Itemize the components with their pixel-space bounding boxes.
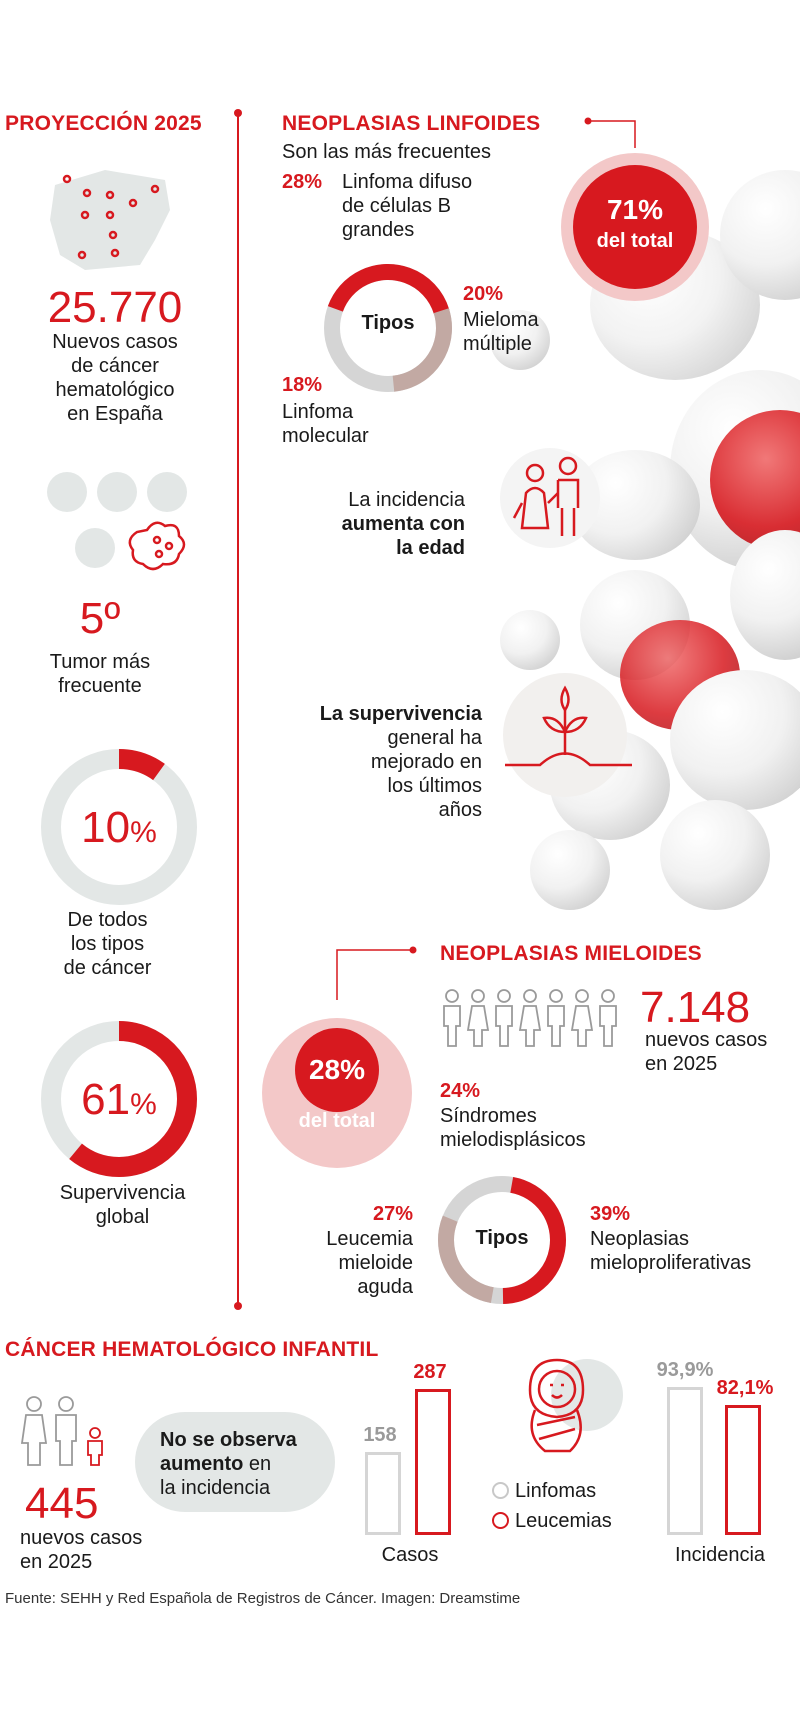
survival-value: 61% bbox=[81, 1075, 157, 1124]
bar-linfomas-casos bbox=[365, 1452, 401, 1535]
mieloides-type-2-pct: 27% bbox=[372, 1203, 413, 1225]
casos-axis-label: Casos bbox=[381, 1544, 439, 1566]
bar-leucemias-incidencia bbox=[725, 1405, 761, 1535]
linfoides-type-1: 28% bbox=[282, 171, 323, 193]
elderly-couple-icon bbox=[500, 448, 600, 548]
total-cases-number: 25.770 bbox=[47, 283, 183, 332]
age-text: La incidencia aumenta con la edad bbox=[341, 489, 465, 559]
family-icon bbox=[20, 1395, 110, 1467]
mieloides-connector bbox=[335, 945, 415, 1000]
incidencia-axis-label: Incidencia bbox=[674, 1544, 766, 1566]
linfoides-type-2-label: Mieloma múltiple bbox=[463, 309, 539, 355]
section-header-mieloides: NEOPLASIAS MIELOIDES bbox=[440, 942, 702, 965]
linfoides-type-3-label: Linfoma molecular bbox=[282, 401, 369, 447]
share-desc: De todos los tipos de cáncer bbox=[63, 909, 152, 979]
legend bbox=[492, 1479, 612, 1533]
linfoides-connector bbox=[585, 118, 635, 148]
mieloides-type-1-label: Síndromes mielodisplásicos bbox=[440, 1105, 586, 1151]
legend-leucemias: Leucemias bbox=[492, 1509, 612, 1533]
label-linfomas-casos: 158 bbox=[363, 1424, 397, 1446]
label-leucemias-casos: 287 bbox=[413, 1361, 447, 1383]
bar-linfomas-incidencia bbox=[667, 1387, 703, 1535]
section-header-linfoides: NEOPLASIAS LINFOIDES bbox=[282, 112, 541, 135]
mieloides-type-1-pct: 24% bbox=[440, 1080, 481, 1102]
label-leucemias-incidencia: 82,1% bbox=[716, 1377, 774, 1399]
linfoides-subtitle: Son las más frecuentes bbox=[282, 141, 491, 163]
mieloides-cases-number: 7.148 bbox=[640, 983, 751, 1032]
mieloides-cases-desc: nuevos casos en 2025 bbox=[645, 1029, 768, 1075]
share-value: 10% bbox=[81, 803, 157, 852]
mieloides-type-2-label: Leucemia mieloide aguda bbox=[326, 1228, 413, 1298]
spain-map-icon bbox=[45, 165, 175, 275]
linfoides-total-circle bbox=[560, 152, 710, 302]
footer-source: Fuente: SEHH y Red Española de Registros de Cáncer. Imagen: Dreamstime bbox=[5, 1590, 521, 1607]
linfoides-type-1-label: Linfoma difuso de células B grandes bbox=[342, 171, 473, 241]
mieloides-type-3-label: Neoplasias mieloproliferativas bbox=[590, 1228, 752, 1274]
people-row-icon bbox=[440, 988, 630, 1050]
label-linfomas-incidencia: 93,9% bbox=[656, 1359, 714, 1381]
survival-improved-text: La supervivencia general ha mejorado en los últimos años bbox=[319, 703, 482, 821]
incidencia-chart bbox=[655, 1355, 785, 1535]
mieloides-donut-center: Tipos bbox=[475, 1227, 529, 1249]
legend-leucemias-marker bbox=[492, 1512, 509, 1529]
infantil-cases-desc: nuevos casos en 2025 bbox=[20, 1527, 143, 1573]
mieloides-total-pct: 28% bbox=[308, 1054, 366, 1085]
total-cases-desc: Nuevos casos de cáncer hematológico en España bbox=[52, 331, 178, 425]
linfoides-type-2-pct: 20% bbox=[463, 283, 504, 305]
linfoides-donut-center: Tipos bbox=[361, 312, 415, 334]
sprout-icon bbox=[500, 670, 635, 800]
infantil-cases-number: 445 bbox=[25, 1479, 99, 1528]
survival-desc: Supervivencia global bbox=[59, 1182, 186, 1228]
legend-linfomas-marker bbox=[492, 1482, 509, 1499]
rank-number: 5º bbox=[79, 594, 121, 643]
section-header-infantil: CÁNCER HEMATOLÓGICO INFANTIL bbox=[5, 1338, 379, 1361]
legend-linfomas: Linfomas bbox=[492, 1479, 612, 1503]
divider-dot-top bbox=[234, 109, 242, 117]
mieloides-total-label: del total bbox=[298, 1110, 376, 1132]
rank-desc: Tumor más frecuente bbox=[49, 651, 151, 697]
mieloides-total-circle bbox=[262, 1018, 412, 1168]
linfoides-type-3-pct: 18% bbox=[282, 374, 323, 396]
mieloides-type-3-pct: 39% bbox=[590, 1203, 631, 1225]
infantil-note: No se observa aumento en la incidencia bbox=[135, 1412, 335, 1512]
baby-icon bbox=[515, 1355, 625, 1455]
cells-icon bbox=[45, 470, 190, 575]
divider-dot-bottom bbox=[234, 1302, 242, 1310]
bar-leucemias-casos bbox=[415, 1389, 451, 1535]
linfoides-total-label: del total bbox=[596, 230, 674, 252]
section-header-proyeccion: PROYECCIÓN 2025 bbox=[5, 112, 202, 135]
casos-chart bbox=[355, 1360, 465, 1535]
linfoides-total-pct: 71% bbox=[606, 194, 664, 225]
divider-vertical bbox=[237, 112, 239, 1307]
